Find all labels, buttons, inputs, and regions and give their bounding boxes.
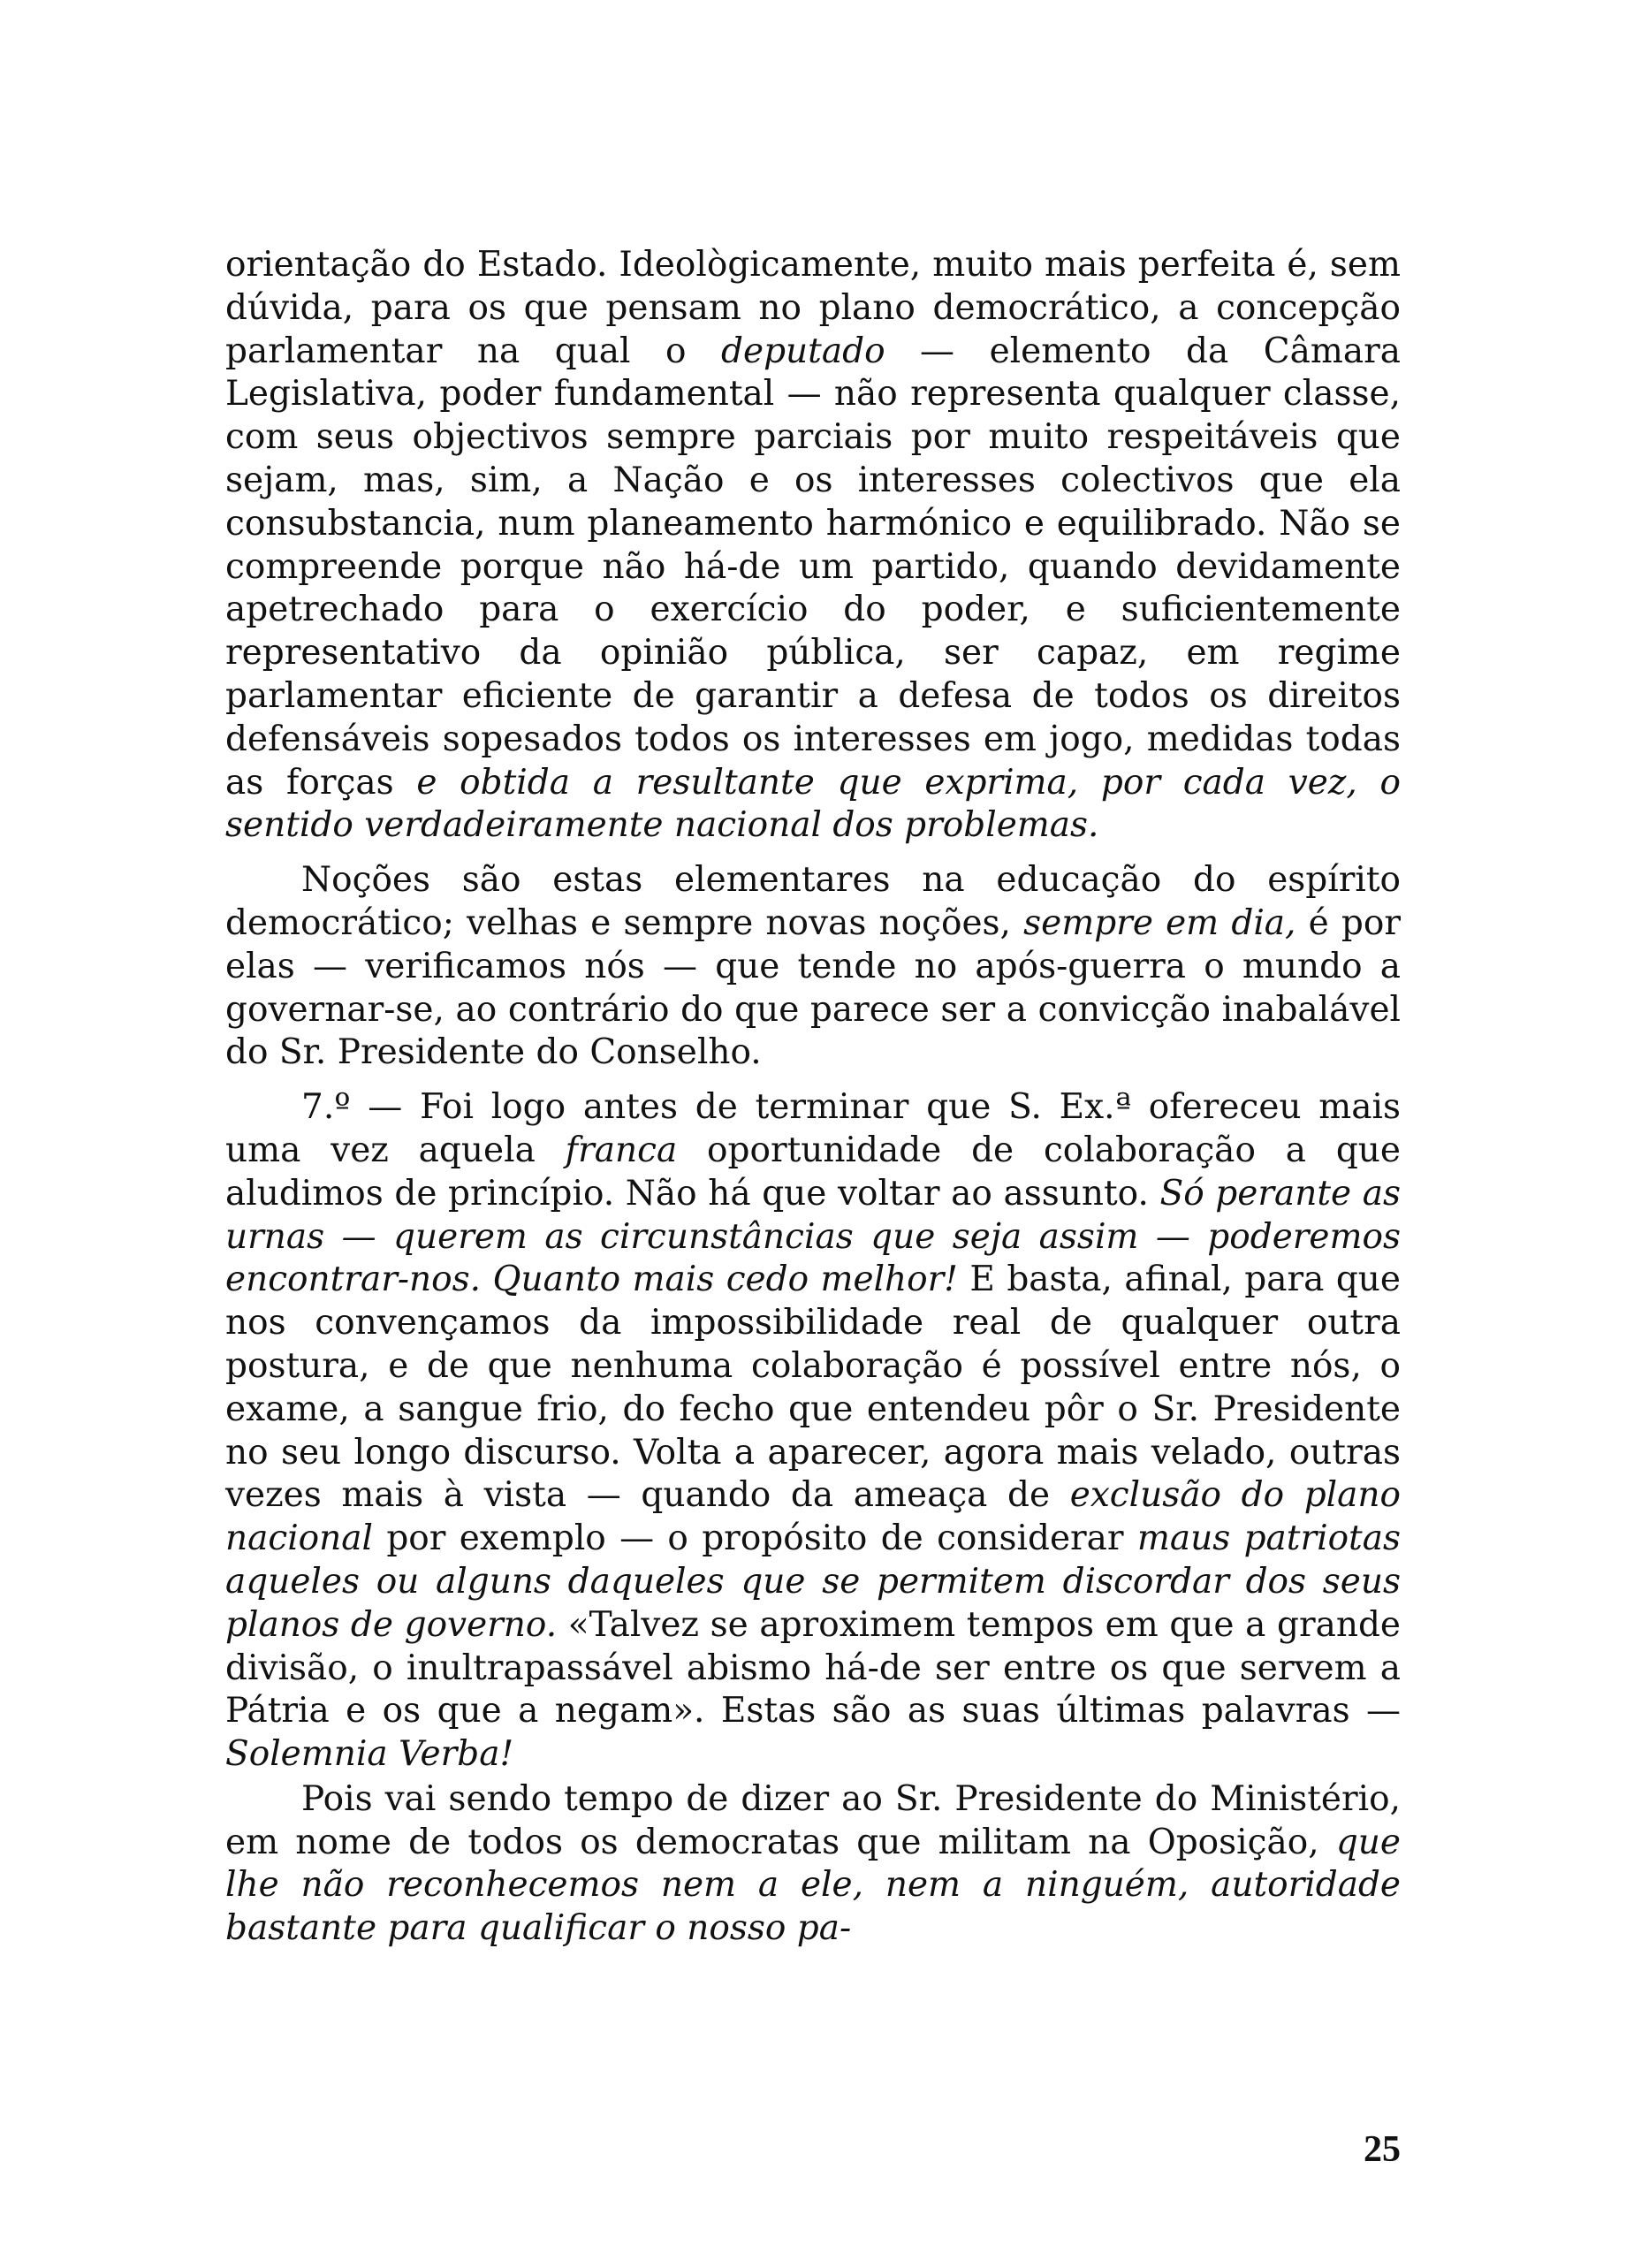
page-body [225,244,1401,1962]
text-segment: por exemplo — o propósito de considerar [373,1518,1137,1559]
paragraph-1 [225,244,1401,848]
text-segment: franca [565,1130,678,1170]
text-segment: maus patriotas aqueles ou alguns daqueles que se permitem discordar dos seus planos de governo. [225,1518,1401,1645]
text-segment: e obtida a resultante que exprima, por cada vez, o sentido verdadeiramente nacional dos problemas. [225,762,1401,846]
text-segment: Solemnia Verba! [225,1734,514,1775]
text-segment: oportunidade de colaboração a que aludimos de princípio. Não há que voltar ao assunto. [225,1130,1401,1214]
text-segment: «Talvez se aproximem tempos em que a grande divisão, o inultrapassável abismo há-de ser entre os que servem a Pátria e os que a negam». Estas são as suas últimas palavras — [225,1604,1402,1731]
paragraph-2 [225,859,1401,1075]
text-segment: 7.º — Foi logo antes de terminar que S. Ex.ª ofereceu mais uma vez aquela [225,1087,1401,1170]
text-segment: E basta, afinal, para que nos convençamos da impossibilidade real de qualquer outra postura, e de que nenhuma colaboração é possível entre nós, o exame, a sangue frio, do fecho que entendeu pôr o Sr. Presidente no seu longo discurso. Volta a aparecer, agora mais velado, outras vezes mais à vista — quando da ameaça de [225,1260,1401,1516]
paragraph-3 [225,1086,1401,1777]
text-segment: Só perante as urnas — querem as circunstâncias que seja assim — poderemos encontrar-nos. Quanto mais cedo melhor! [225,1173,1401,1300]
text-segment: deputado [721,331,885,371]
text-segment: Pois vai sendo tempo de dizer ao Sr. Presidente do Ministério, em nome de todos os democratas que militam na Oposição, [225,1778,1401,1862]
text-segment: sempre em dia, [1023,902,1296,943]
text-segment: orientação do Estado. Ideològicamente, muito mais perfeita é, sem dúvida, para os que pensam no plano democrático, a concepção parlamentar na qual o [225,245,1401,371]
text-segment: que lhe não reconhecemos nem a ele, nem a ninguém, autoridade bastante para qualificar o nosso pa- [225,1822,1401,1949]
text-segment: é por elas — verificamos nós — que tende no após-guerra o mundo a governar-se, ao contrário do que parece ser a convicção inabalável do Sr. Presidente do Conselho. [225,902,1402,1073]
paragraph-4 [225,1778,1401,1951]
page-number: 25 [1364,2129,1401,2170]
text-segment: — elemento da Câmara Legislativa, poder fundamental — não representa qualquer classe, com seus objectivos sempre parciais por muito respeitáveis que sejam, mas, sim, a Nação e os interesses colectivos que ela consubstancia, num planeamento harmónico e equilibrado. Não se compreende porque não há-de um partido, quando devidamente apetrechado para o exercício do poder, e suficientemente representativo da opinião pública, ser capaz, em regime parlamentar eficiente de garantir a defesa de todos os direitos defensáveis sopesados todos os interesses em jogo, medidas todas as forças [225,331,1401,803]
text-segment: exclusão do plano nacional [225,1475,1401,1559]
text-segment: Noções são estas elementares na educação do espírito democrático; velhas e sempre novas noções, [225,860,1401,943]
